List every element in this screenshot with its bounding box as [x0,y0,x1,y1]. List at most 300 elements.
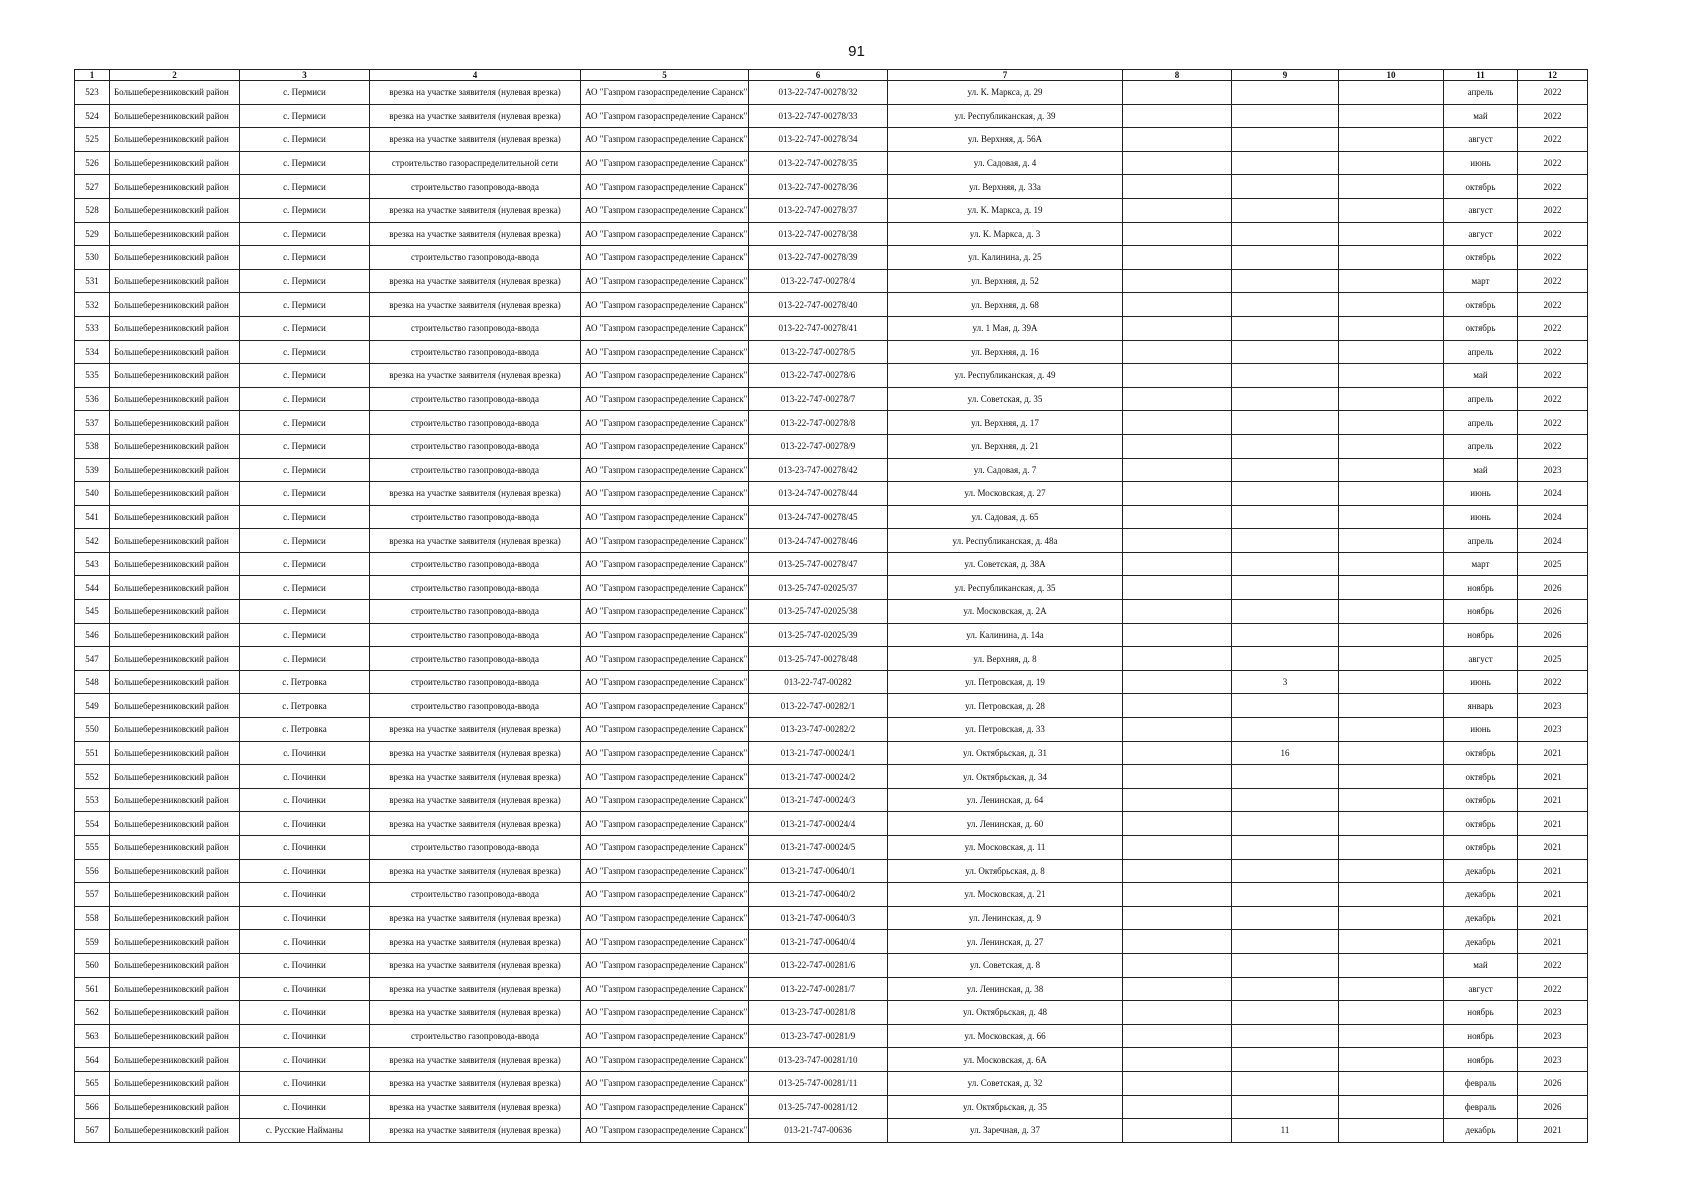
table-cell: 2022 [1518,316,1588,340]
table-cell: ул. Республиканская, д. 39 [888,104,1123,128]
table-cell: врезка на участке заявителя (нулевая врезка) [370,1001,581,1025]
table-cell [1232,316,1339,340]
table-cell: ул. Ленинская, д. 27 [888,930,1123,954]
table-cell: 013-25-747-02025/38 [749,600,888,624]
table-cell: 2022 [1518,411,1588,435]
table-cell: 013-22-747-00278/38 [749,222,888,246]
table-cell: врезка на участке заявителя (нулевая врезка) [370,977,581,1001]
table-cell [1123,387,1232,411]
table-cell: с. Петровка [240,694,370,718]
column-header: 3 [240,70,370,81]
table-cell: июнь [1444,505,1518,529]
table-cell: с. Починки [240,953,370,977]
table-cell: с. Починки [240,765,370,789]
table-cell: ул. Ленинская, д. 38 [888,977,1123,1001]
table-cell: 564 [75,1048,110,1072]
table-cell [1232,81,1339,105]
table-cell: строительство газопровода-ввода [370,1024,581,1048]
table-cell [1339,505,1444,529]
table-cell [1123,859,1232,883]
table-cell: с. Пермиси [240,482,370,506]
table-cell [1123,411,1232,435]
table-cell: Большеберезниковский район [110,387,240,411]
table-cell: апрель [1444,387,1518,411]
table-cell: врезка на участке заявителя (нулевая врезка) [370,812,581,836]
column-header: 8 [1123,70,1232,81]
table-cell: АО "Газпром газораспределение Саранск" [581,1095,749,1119]
table-cell [1339,1048,1444,1072]
table-cell [1232,387,1339,411]
column-header: 11 [1444,70,1518,81]
table-cell: АО "Газпром газораспределение Саранск" [581,953,749,977]
table-cell: 557 [75,883,110,907]
table-cell: с. Пермиси [240,387,370,411]
table-cell [1232,364,1339,388]
table-cell: 013-21-747-00024/5 [749,836,888,860]
table-cell: 2022 [1518,340,1588,364]
table-cell: 553 [75,788,110,812]
table-cell: август [1444,222,1518,246]
table-cell: врезка на участке заявителя (нулевая врезка) [370,718,581,742]
table-cell: Большеберезниковский район [110,859,240,883]
table-cell: Большеберезниковский район [110,623,240,647]
table-cell: АО "Газпром газораспределение Саранск" [581,718,749,742]
table-cell: 013-22-747-00278/33 [749,104,888,128]
table-cell [1123,623,1232,647]
table-cell [1232,883,1339,907]
table-cell: строительство газопровода-ввода [370,458,581,482]
table-cell: ул. Московская, д. 6А [888,1048,1123,1072]
table-cell: с. Починки [240,930,370,954]
table-cell [1339,434,1444,458]
table-cell: 013-22-747-00282 [749,670,888,694]
table-row [75,411,1588,435]
table-cell: строительство газопровода-ввода [370,836,581,860]
table-cell: Большеберезниковский район [110,293,240,317]
table-cell: ул. Октябрьская, д. 8 [888,859,1123,883]
table-cell [1232,151,1339,175]
table-cell: Большеберезниковский район [110,765,240,789]
table-cell [1339,340,1444,364]
table-cell: ноябрь [1444,1001,1518,1025]
table-cell: 2021 [1518,812,1588,836]
table-row [75,222,1588,246]
table-cell [1339,1001,1444,1025]
table-cell: 013-25-747-00278/47 [749,552,888,576]
table-cell: апрель [1444,434,1518,458]
table-cell: врезка на участке заявителя (нулевая врезка) [370,1119,581,1143]
table-cell [1123,600,1232,624]
table-cell [1232,977,1339,1001]
table-cell: 2022 [1518,269,1588,293]
table-cell: май [1444,364,1518,388]
table-cell: строительство газопровода-ввода [370,576,581,600]
table-cell: 2022 [1518,81,1588,105]
table-cell: декабрь [1444,930,1518,954]
table-cell [1339,1024,1444,1048]
table-cell: Большеберезниковский район [110,151,240,175]
table-cell [1232,1024,1339,1048]
table-cell [1339,647,1444,671]
table-cell [1123,175,1232,199]
table-cell: АО "Газпром газораспределение Саранск" [581,765,749,789]
table-cell [1123,1024,1232,1048]
table-cell: июнь [1444,482,1518,506]
table-row [75,670,1588,694]
table-cell [1339,175,1444,199]
table-cell: строительство газопровода-ввода [370,670,581,694]
table-cell: декабрь [1444,1119,1518,1143]
table-cell [1232,859,1339,883]
table-cell: ул. Советская, д. 8 [888,953,1123,977]
table-cell [1339,694,1444,718]
table-cell: АО "Газпром газораспределение Саранск" [581,1001,749,1025]
table-cell: с. Пермиси [240,128,370,152]
table-cell [1123,246,1232,270]
table-cell: Большеберезниковский район [110,269,240,293]
table-cell: ноябрь [1444,1048,1518,1072]
table-row [75,576,1588,600]
table-cell: Большеберезниковский район [110,1119,240,1143]
table-cell: с. Пермиси [240,434,370,458]
table-row [75,269,1588,293]
table-cell: врезка на участке заявителя (нулевая врезка) [370,906,581,930]
table-cell: строительство газопровода-ввода [370,316,581,340]
table-cell [1232,340,1339,364]
table-cell: АО "Газпром газораспределение Саранск" [581,977,749,1001]
table-row [75,694,1588,718]
table-cell: 2022 [1518,387,1588,411]
table-row [75,930,1588,954]
table-cell: 546 [75,623,110,647]
table-cell: 2021 [1518,836,1588,860]
table-cell: с. Русские Найманы [240,1119,370,1143]
table-cell: 529 [75,222,110,246]
table-cell: июнь [1444,670,1518,694]
table-body [75,81,1588,1143]
table-cell: ноябрь [1444,600,1518,624]
table-cell: врезка на участке заявителя (нулевая врезка) [370,482,581,506]
table-cell: ул. Верхняя, д. 8 [888,647,1123,671]
table-cell: с. Пермиси [240,151,370,175]
table-cell: 567 [75,1119,110,1143]
table-cell: с. Пермиси [240,411,370,435]
table-cell: 2023 [1518,1024,1588,1048]
table-cell [1339,812,1444,836]
table-cell: строительство газопровода-ввода [370,434,581,458]
table-cell: 013-22-747-00278/39 [749,246,888,270]
table-cell [1123,883,1232,907]
table-cell: Большеберезниковский район [110,670,240,694]
table-cell: 523 [75,81,110,105]
table-cell [1339,222,1444,246]
table-cell: АО "Газпром газораспределение Саранск" [581,859,749,883]
table-cell: 2022 [1518,293,1588,317]
table-cell: строительство газопровода-ввода [370,340,581,364]
table-cell: с. Пермиси [240,505,370,529]
table-cell: АО "Газпром газораспределение Саранск" [581,883,749,907]
table-cell [1339,411,1444,435]
table-cell [1123,293,1232,317]
table-cell: 2021 [1518,930,1588,954]
table-cell: 528 [75,198,110,222]
table-cell: 548 [75,670,110,694]
table-cell: 013-21-747-00640/1 [749,859,888,883]
table-cell: 013-24-747-00278/45 [749,505,888,529]
table-cell: Большеберезниковский район [110,836,240,860]
column-header: 9 [1232,70,1339,81]
table-row [75,81,1588,105]
table-cell: февраль [1444,1095,1518,1119]
table-cell [1123,670,1232,694]
table-cell: 3 [1232,670,1339,694]
table-cell: 16 [1232,741,1339,765]
table-row [75,765,1588,789]
table-cell: 013-22-747-00278/34 [749,128,888,152]
table-cell [1232,836,1339,860]
table-cell: ул. Московская, д. 11 [888,836,1123,860]
table-cell: с. Пермиси [240,316,370,340]
table-cell [1123,1048,1232,1072]
table-cell: АО "Газпром газораспределение Саранск" [581,741,749,765]
table-cell: с. Пермиси [240,175,370,199]
table-cell: Большеберезниковский район [110,222,240,246]
table-cell [1339,623,1444,647]
table-cell: 549 [75,694,110,718]
table-cell [1123,788,1232,812]
table-cell: 013-22-747-00278/5 [749,340,888,364]
table-cell: Большеберезниковский район [110,788,240,812]
table-cell: 542 [75,529,110,553]
table-cell: Большеберезниковский район [110,482,240,506]
table-cell [1339,387,1444,411]
table-cell [1232,246,1339,270]
table-cell [1232,600,1339,624]
table-cell: Большеберезниковский район [110,434,240,458]
table-cell: 013-22-747-00278/7 [749,387,888,411]
table-cell: май [1444,458,1518,482]
column-header: 5 [581,70,749,81]
table-cell: строительство газопровода-ввода [370,552,581,576]
table-row [75,906,1588,930]
table-cell: Большеберезниковский район [110,198,240,222]
table-cell: АО "Газпром газораспределение Саранск" [581,600,749,624]
table-cell [1123,81,1232,105]
table-cell: май [1444,953,1518,977]
table-cell: АО "Газпром газораспределение Саранск" [581,647,749,671]
table-cell [1232,647,1339,671]
table-row [75,364,1588,388]
table-cell [1339,364,1444,388]
table-cell: Большеберезниковский район [110,741,240,765]
table-cell: с. Пермиси [240,198,370,222]
table-cell: 013-21-747-00024/3 [749,788,888,812]
table-row [75,529,1588,553]
table-cell: 013-23-747-00281/8 [749,1001,888,1025]
table-cell [1123,434,1232,458]
table-cell: с. Починки [240,977,370,1001]
table-cell: Большеберезниковский район [110,1048,240,1072]
table-cell: январь [1444,694,1518,718]
table-cell: декабрь [1444,906,1518,930]
table-cell: ул. Ленинская, д. 9 [888,906,1123,930]
table-cell [1123,765,1232,789]
table-row [75,293,1588,317]
table-cell [1232,552,1339,576]
table-cell: ул. Октябрьская, д. 48 [888,1001,1123,1025]
table-row [75,482,1588,506]
table-cell [1232,269,1339,293]
table-cell: врезка на участке заявителя (нулевая врезка) [370,81,581,105]
table-cell: АО "Газпром газораспределение Саранск" [581,623,749,647]
table-cell: АО "Газпром газораспределение Саранск" [581,387,749,411]
table-cell: 539 [75,458,110,482]
table-cell: ул. Калинина, д. 25 [888,246,1123,270]
table-row [75,458,1588,482]
table-cell: 2023 [1518,718,1588,742]
table-cell: строительство газопровода-ввода [370,505,581,529]
table-cell: ул. Республиканская, д. 49 [888,364,1123,388]
table-row [75,505,1588,529]
table-cell [1232,694,1339,718]
table-cell: 543 [75,552,110,576]
table-cell: АО "Газпром газораспределение Саранск" [581,529,749,553]
table-cell: с. Починки [240,859,370,883]
table-cell [1339,529,1444,553]
table-row [75,812,1588,836]
table-cell: ул. Верхняя, д. 56А [888,128,1123,152]
table-cell: врезка на участке заявителя (нулевая врезка) [370,104,581,128]
table-cell: 538 [75,434,110,458]
table-cell: с. Пермиси [240,364,370,388]
table-cell: строительство газораспределительной сети [370,151,581,175]
table-cell: ул. Московская, д. 2А [888,600,1123,624]
table-cell: декабрь [1444,859,1518,883]
table-cell: 2026 [1518,576,1588,600]
table-cell: 2022 [1518,104,1588,128]
table-cell: АО "Газпром газораспределение Саранск" [581,812,749,836]
table-cell: с. Починки [240,1095,370,1119]
table-cell: Большеберезниковский район [110,1095,240,1119]
table-cell [1123,953,1232,977]
table-cell: 552 [75,765,110,789]
table-cell: АО "Газпром газораспределение Саранск" [581,269,749,293]
table-cell: Большеберезниковский район [110,718,240,742]
table-cell: 013-25-747-02025/37 [749,576,888,600]
table-cell: ул. Московская, д. 27 [888,482,1123,506]
table-cell: врезка на участке заявителя (нулевая врезка) [370,741,581,765]
table-cell [1339,1119,1444,1143]
table-row [75,387,1588,411]
table-cell: ул. Октябрьская, д. 31 [888,741,1123,765]
table-cell [1123,906,1232,930]
table-cell: АО "Газпром газораспределение Саранск" [581,458,749,482]
table-cell: 2022 [1518,222,1588,246]
table-cell: АО "Газпром газораспределение Саранск" [581,81,749,105]
table-cell [1232,718,1339,742]
table-cell: 558 [75,906,110,930]
table-cell [1339,765,1444,789]
table-cell [1123,151,1232,175]
table-cell [1123,269,1232,293]
table-cell [1232,906,1339,930]
table-cell: февраль [1444,1071,1518,1095]
table-cell: с. Пермиси [240,623,370,647]
table-cell: август [1444,977,1518,1001]
table-cell: 013-22-747-00278/4 [749,269,888,293]
table-cell: врезка на участке заявителя (нулевая врезка) [370,953,581,977]
table-cell: 2022 [1518,977,1588,1001]
column-header: 6 [749,70,888,81]
table-cell: 554 [75,812,110,836]
table-cell: 531 [75,269,110,293]
table-cell: 013-21-747-00024/4 [749,812,888,836]
table-cell: Большеберезниковский район [110,930,240,954]
table-cell: с. Починки [240,1071,370,1095]
table-row [75,883,1588,907]
table-cell: с. Пермиси [240,246,370,270]
table-cell [1232,623,1339,647]
table-row [75,434,1588,458]
table-cell [1339,953,1444,977]
table-cell: июнь [1444,151,1518,175]
table-cell: 013-21-747-00640/2 [749,883,888,907]
table-cell [1232,198,1339,222]
table-cell: октябрь [1444,246,1518,270]
table-row [75,340,1588,364]
table-cell [1123,458,1232,482]
table-cell [1123,741,1232,765]
table-cell: врезка на участке заявителя (нулевая врезка) [370,788,581,812]
table-cell: АО "Газпром газораспределение Саранск" [581,151,749,175]
table-cell: ул. Октябрьская, д. 35 [888,1095,1123,1119]
table-cell: ул. Октябрьская, д. 34 [888,765,1123,789]
table-cell: октябрь [1444,788,1518,812]
table-cell: с. Починки [240,836,370,860]
table-cell: 11 [1232,1119,1339,1143]
table-cell: 013-23-747-00278/42 [749,458,888,482]
table-cell [1339,718,1444,742]
table-cell: строительство газопровода-ввода [370,623,581,647]
table-cell [1232,765,1339,789]
table-cell: 2024 [1518,529,1588,553]
data-table [74,69,1588,1143]
table-cell: 2026 [1518,600,1588,624]
table-row [75,128,1588,152]
table-cell [1232,1071,1339,1095]
table-cell: 2022 [1518,953,1588,977]
table-cell: 2023 [1518,1048,1588,1072]
table-cell [1339,246,1444,270]
table-cell: август [1444,198,1518,222]
table-cell: 013-21-747-00024/1 [749,741,888,765]
table-cell: Большеберезниковский район [110,600,240,624]
table-cell: ул. Верхняя, д. 68 [888,293,1123,317]
table-cell: 2022 [1518,364,1588,388]
table-cell: 550 [75,718,110,742]
table-cell [1232,482,1339,506]
table-cell: октябрь [1444,293,1518,317]
table-cell: с. Починки [240,812,370,836]
table-cell: строительство газопровода-ввода [370,246,581,270]
table-cell: 2021 [1518,741,1588,765]
table-cell: 013-21-747-00024/2 [749,765,888,789]
table-cell: 533 [75,316,110,340]
table-cell: 013-22-747-00278/37 [749,198,888,222]
table-cell [1232,1095,1339,1119]
table-cell: 540 [75,482,110,506]
table-row [75,741,1588,765]
